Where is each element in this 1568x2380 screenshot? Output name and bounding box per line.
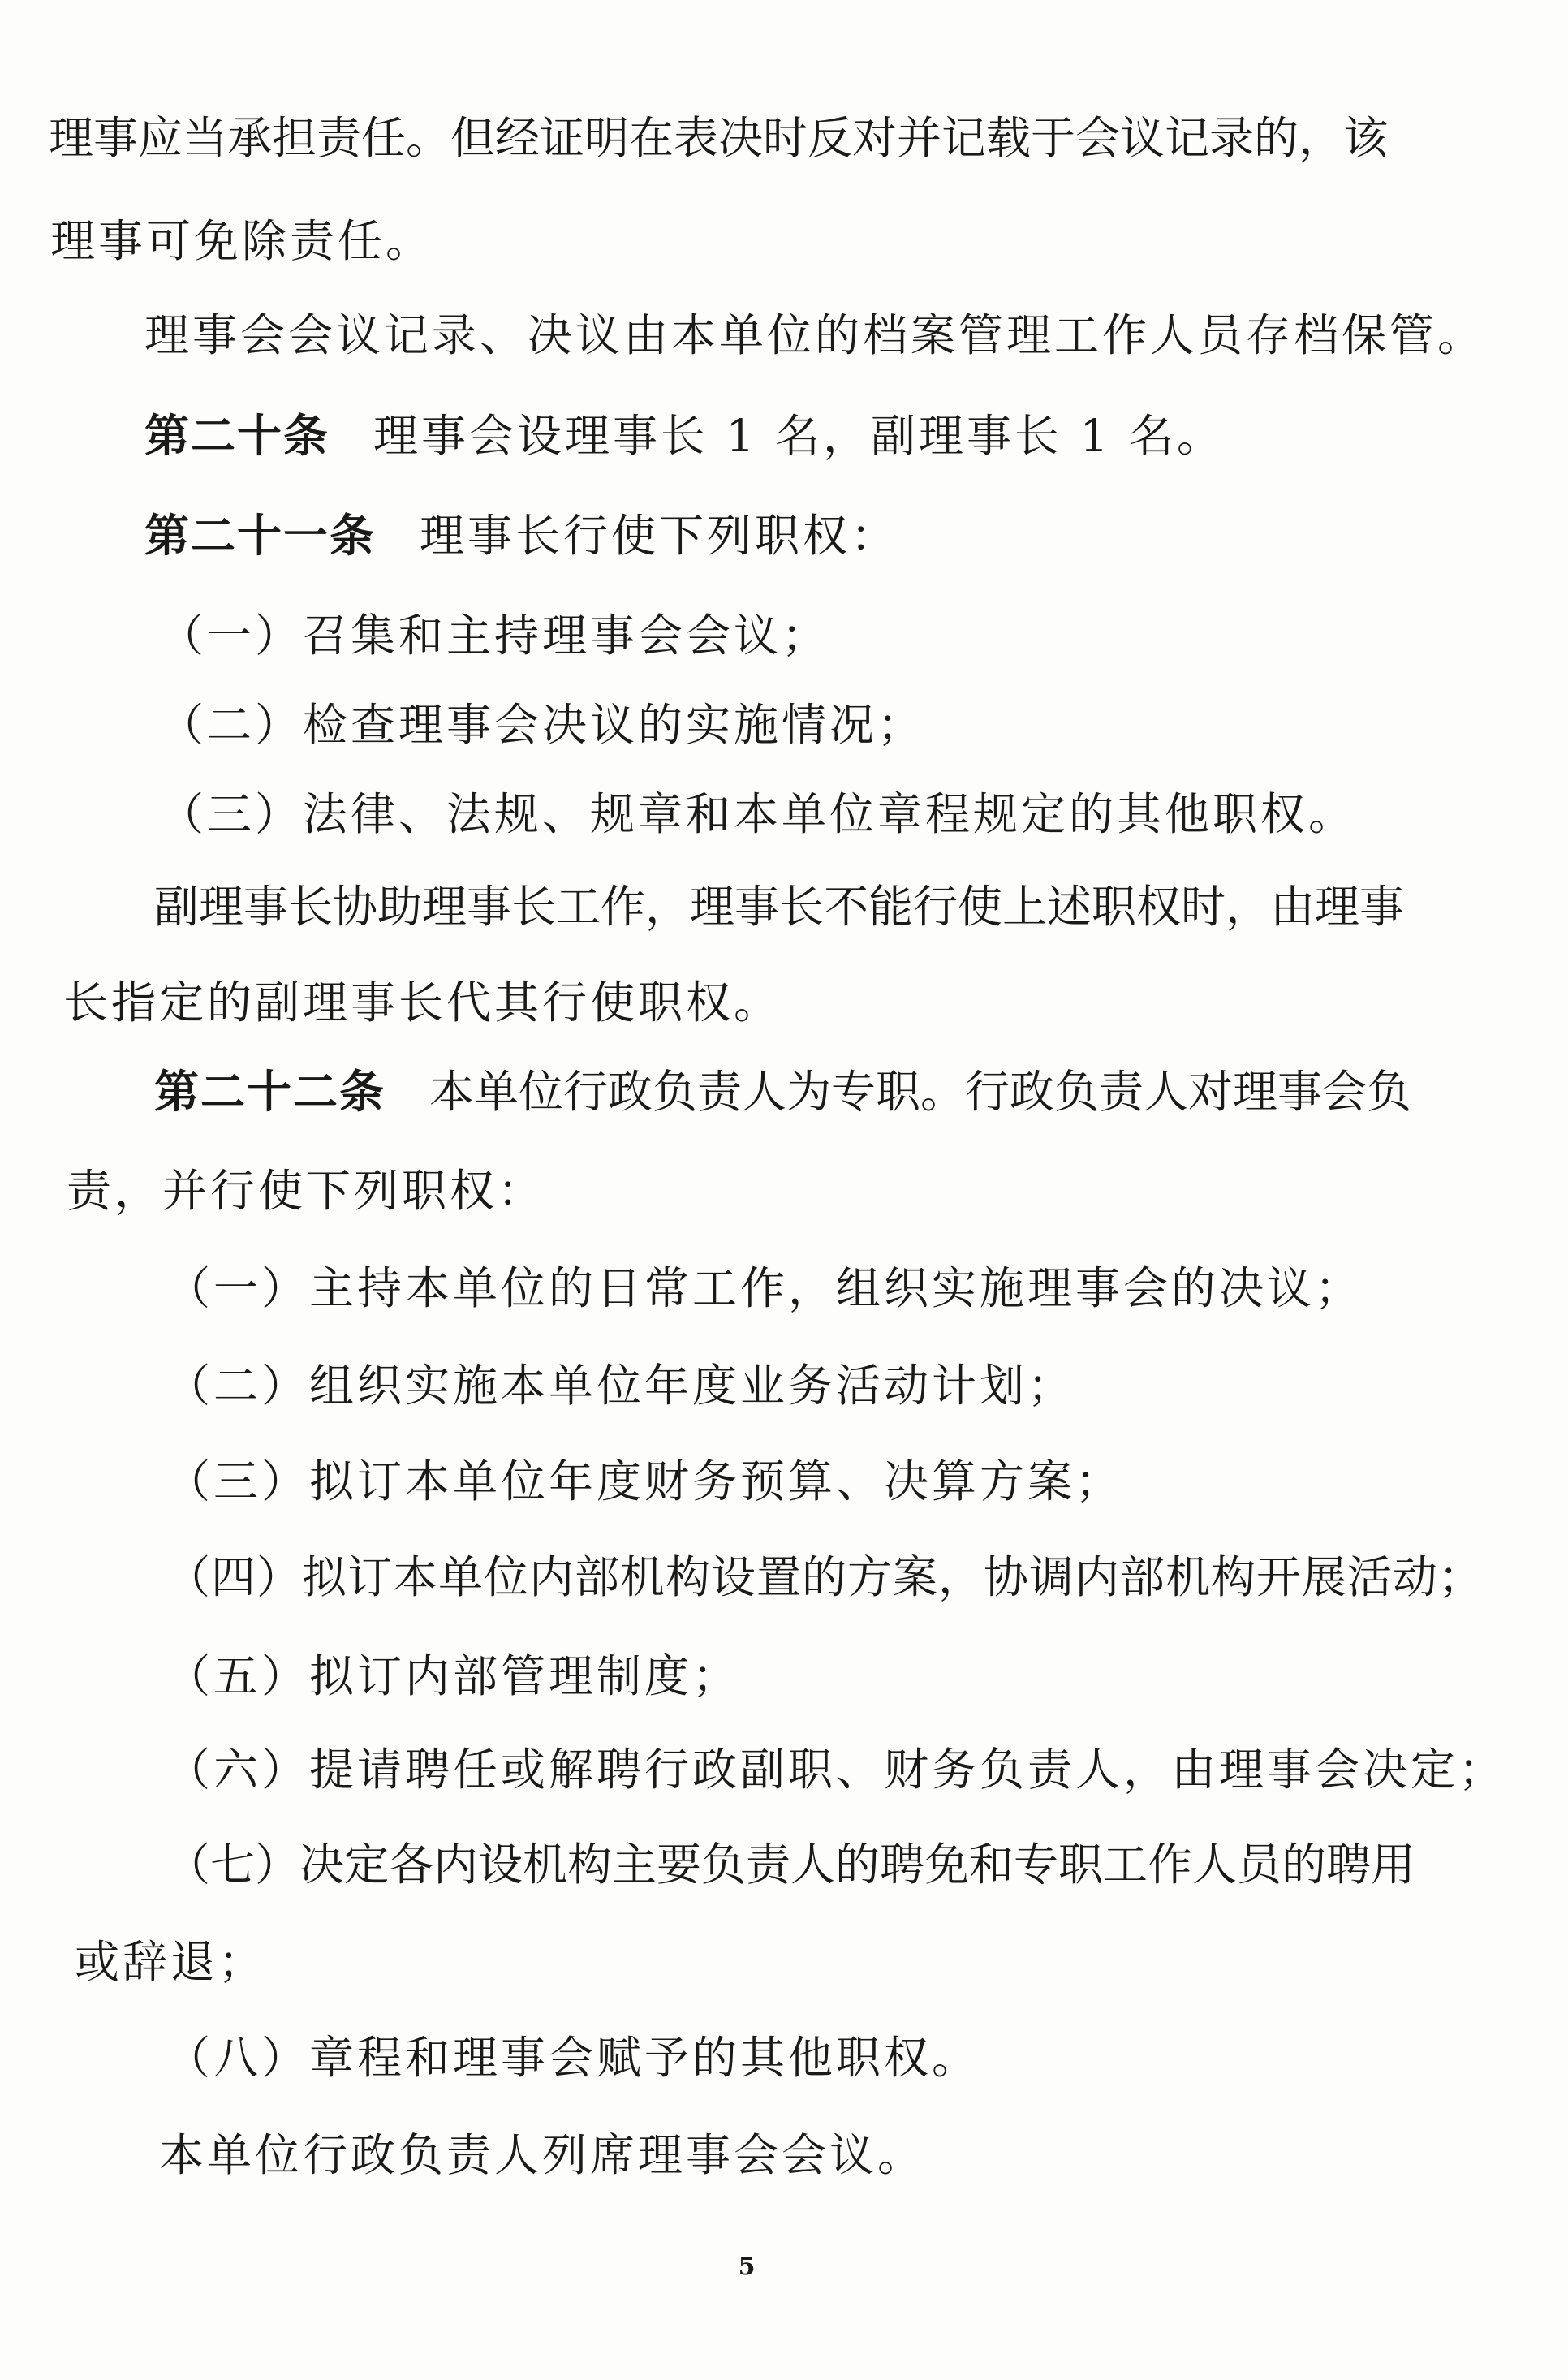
list-item: （六）提请聘任或解聘行政副职、财务负责人，由理事会决定； [166,1744,1507,1796]
article-heading: 第二十二条 [154,1066,386,1118]
list-item: （五）拟订内部管理制度； [166,1650,741,1702]
list-item: （二）组织实施本单位年度业务活动计划； [166,1360,1076,1412]
article-heading: 第二十一条 [144,510,377,562]
article-text: 理事长行使下列职权： [420,510,899,562]
article-20 [144,407,1225,464]
text-line: 责，并行使下列职权： [67,1165,546,1217]
list-item: （八）章程和理事会赋予的其他职权。 [166,2032,980,2084]
list-item: （三）法律、法规、规章和本单位章程规定的其他职权。 [159,788,1357,840]
list-item: （二）检查理事会决议的实施情况； [159,699,926,751]
list-item: （一）主持本单位的日常工作，组织实施理事会的决议； [166,1262,1363,1314]
article-heading: 第二十条 [144,410,330,462]
text-line: 本单位行政负责人列席理事会会议。 [159,2129,926,2181]
article-22 [154,1063,1412,1120]
article-text: 理事会设理事长 1 名，副理事长 1 名。 [373,410,1225,462]
text-line: 长指定的副理事长代其行使职权。 [63,977,782,1028]
text-line: 副理事长协助理事长工作，理事长不能行使上述职权时，由理事 [154,881,1405,933]
page-number: 5 [738,2253,756,2281]
text-line: 或辞退； [75,1936,267,1988]
article-21 [144,507,898,564]
article-text: 本单位行政负责人为专职。行政负责人对理事会负 [429,1066,1412,1118]
text-line: 理事应当承担责任。但经证明在表决时反对并记载于会议记录的，该 [49,112,1389,164]
list-item: （七）决定各内设机构主要负责人的聘免和专职工作人员的聘用 [166,1839,1416,1891]
text-line: 理事会会议记录、决议由本单位的档案管理工作人员存档保管。 [144,309,1486,361]
list-item: （三）拟订本单位年度财务预算、决算方案； [166,1455,1124,1507]
list-item: （一）召集和主持理事会会议； [159,610,830,662]
text-line: 理事可免除责任。 [50,215,434,267]
list-item: （四）拟订本单位内部机构设置的方案，协调内部机构开展活动； [166,1551,1484,1603]
